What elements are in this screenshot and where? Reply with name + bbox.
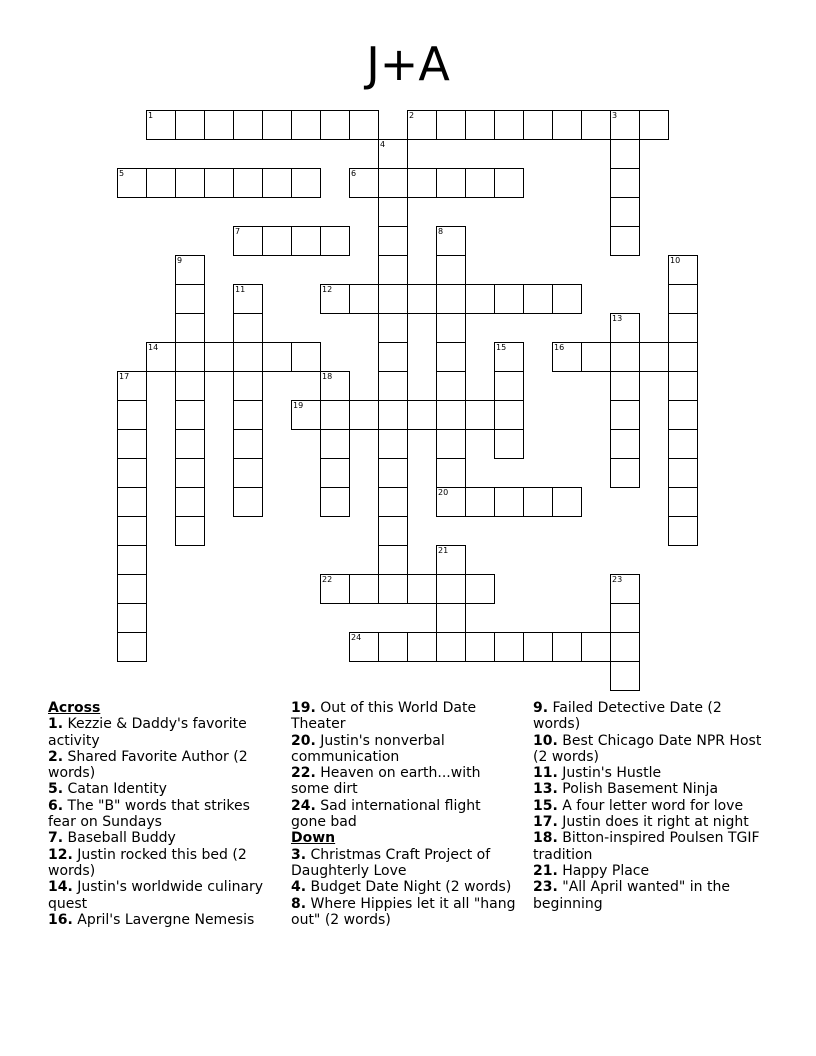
clue-number: 2. (48, 748, 64, 765)
grid-cell[interactable] (175, 284, 205, 314)
grid-cell[interactable] (233, 458, 263, 488)
clue-number: 21. (533, 862, 558, 879)
grid-cell[interactable] (175, 429, 205, 459)
across-clue (291, 733, 516, 766)
grid-cell[interactable] (117, 516, 147, 546)
grid-cell[interactable] (407, 284, 437, 314)
grid-cell[interactable] (436, 313, 466, 343)
grid-cell[interactable] (494, 429, 524, 459)
grid-cell[interactable] (436, 458, 466, 488)
down-clue (291, 896, 516, 929)
clues-column-2 (291, 700, 516, 928)
grid-cell[interactable] (233, 487, 263, 517)
grid-cell[interactable] (610, 603, 640, 633)
grid-cell[interactable] (523, 284, 553, 314)
grid-cell[interactable] (610, 313, 640, 343)
cell-number: 17 (119, 372, 130, 381)
grid-cell[interactable] (262, 226, 292, 256)
grid-cell[interactable] (465, 487, 495, 517)
grid-cell[interactable] (291, 110, 321, 140)
grid-cell[interactable] (320, 371, 350, 401)
grid-cell[interactable] (349, 284, 379, 314)
grid-cell[interactable] (668, 400, 698, 430)
clues-column-1 (48, 700, 280, 928)
cell-number: 12 (322, 285, 333, 294)
grid-cell[interactable] (436, 487, 466, 517)
down-clue (291, 879, 516, 895)
grid-cell[interactable] (117, 603, 147, 633)
across-clue (291, 765, 516, 798)
clue-number: 13. (533, 781, 558, 798)
grid-cell[interactable] (494, 284, 524, 314)
grid-cell[interactable] (378, 632, 408, 662)
down-clue (533, 879, 768, 912)
clue-number: 12. (48, 846, 73, 863)
grid-cell[interactable] (320, 226, 350, 256)
grid-cell[interactable] (320, 284, 350, 314)
grid-cell[interactable] (523, 487, 553, 517)
clue-text: Heaven on earth...with some dirt (291, 765, 481, 798)
clue-number: 24. (291, 797, 316, 814)
cell-number: 9 (177, 256, 183, 265)
grid-cell[interactable] (465, 168, 495, 198)
grid-cell[interactable] (175, 458, 205, 488)
across-clue (48, 912, 280, 928)
clue-text: Kezzie & Daddy's favorite activity (48, 716, 247, 749)
across-clue (48, 749, 280, 782)
cell-number: 3 (612, 111, 618, 120)
grid-cell[interactable] (581, 632, 611, 662)
clue-number: 5. (48, 781, 64, 798)
grid-cell[interactable] (668, 458, 698, 488)
grid-cell[interactable] (117, 458, 147, 488)
cell-number: 13 (612, 314, 623, 323)
grid-cell[interactable] (233, 284, 263, 314)
grid-cell[interactable] (436, 400, 466, 430)
clue-text: Catan Identity (63, 781, 167, 798)
cell-number: 16 (554, 343, 565, 352)
grid-cell[interactable] (378, 429, 408, 459)
clue-number: 7. (48, 830, 64, 847)
cell-number: 7 (235, 227, 241, 236)
clue-text: Justin's worldwide culinary quest (48, 879, 264, 912)
grid-cell[interactable] (117, 168, 147, 198)
clue-number: 9. (533, 700, 549, 716)
across-clue (48, 716, 280, 749)
grid-cell[interactable] (668, 429, 698, 459)
grid-cell[interactable] (175, 516, 205, 546)
clue-text: "All April wanted" in the beginning (533, 879, 730, 912)
grid-cell[interactable] (262, 342, 292, 372)
grid-cell[interactable] (320, 429, 350, 459)
grid-cell[interactable] (610, 342, 640, 372)
across-clue (291, 700, 516, 733)
grid-cell[interactable] (117, 429, 147, 459)
clue-number: 20. (291, 732, 316, 749)
grid-cell[interactable] (320, 487, 350, 517)
grid-cell[interactable] (494, 400, 524, 430)
grid-cell[interactable] (204, 168, 234, 198)
grid-cell[interactable] (349, 632, 379, 662)
grid-cell[interactable] (610, 197, 640, 227)
cell-number: 2 (409, 111, 415, 120)
grid-cell[interactable] (494, 168, 524, 198)
clue-number: 10. (533, 732, 558, 749)
grid-cell[interactable] (262, 110, 292, 140)
grid-cell[interactable] (610, 168, 640, 198)
grid-cell[interactable] (117, 545, 147, 575)
grid-cell[interactable] (175, 342, 205, 372)
down-clue (533, 700, 768, 733)
clue-number: 8. (291, 895, 307, 912)
clue-text: Justin's Hustle (557, 765, 662, 782)
grid-cell[interactable] (233, 313, 263, 343)
clue-text: Where Hippies let it all "hang out" (2 words) (291, 895, 516, 928)
grid-cell[interactable] (378, 255, 408, 285)
grid-cell[interactable] (610, 139, 640, 169)
down-clue (533, 830, 768, 863)
cell-number: 23 (612, 575, 623, 584)
grid-cell[interactable] (494, 487, 524, 517)
grid-cell[interactable] (494, 632, 524, 662)
grid-cell[interactable] (175, 487, 205, 517)
grid-cell[interactable] (175, 400, 205, 430)
down-clue (533, 733, 768, 766)
grid-cell[interactable] (233, 342, 263, 372)
clues-column-3 (533, 700, 768, 912)
grid-cell[interactable] (668, 313, 698, 343)
grid-cell[interactable] (465, 400, 495, 430)
clue-text: Failed Detective Date (2 words) (533, 700, 722, 733)
grid-cell[interactable] (436, 342, 466, 372)
grid-cell[interactable] (378, 313, 408, 343)
clue-number: 23. (533, 879, 558, 896)
grid-cell[interactable] (233, 168, 263, 198)
grid-cell[interactable] (320, 458, 350, 488)
grid-cell[interactable] (436, 255, 466, 285)
grid-cell[interactable] (204, 110, 234, 140)
grid-cell[interactable] (378, 545, 408, 575)
clue-number: 15. (533, 797, 558, 814)
grid-cell[interactable] (581, 110, 611, 140)
grid-cell[interactable] (581, 342, 611, 372)
down-clue (533, 863, 768, 879)
grid-cell[interactable] (146, 110, 176, 140)
grid-cell[interactable] (407, 632, 437, 662)
grid-cell[interactable] (320, 110, 350, 140)
cell-number: 14 (148, 343, 159, 352)
clue-text: Budget Date Night (2 words) (306, 879, 512, 896)
grid-cell[interactable] (436, 110, 466, 140)
cell-number: 22 (322, 575, 333, 584)
grid-cell[interactable] (436, 226, 466, 256)
grid-cell[interactable] (668, 284, 698, 314)
grid-cell[interactable] (465, 110, 495, 140)
grid-cell[interactable] (117, 487, 147, 517)
cell-number: 21 (438, 546, 449, 555)
clue-number: 18. (533, 830, 558, 847)
grid-cell[interactable] (349, 400, 379, 430)
clue-number: 17. (533, 814, 558, 831)
grid-cell[interactable] (378, 487, 408, 517)
clue-number: 22. (291, 765, 316, 782)
grid-cell[interactable] (117, 371, 147, 401)
grid-cell[interactable] (175, 255, 205, 285)
grid-cell[interactable] (523, 632, 553, 662)
grid-cell[interactable] (465, 574, 495, 604)
grid-cell[interactable] (639, 110, 669, 140)
grid-cell[interactable] (378, 139, 408, 169)
grid-cell[interactable] (552, 487, 582, 517)
grid-cell[interactable] (407, 168, 437, 198)
grid-cell[interactable] (233, 226, 263, 256)
clue-text: Shared Favorite Author (2 words) (48, 748, 248, 782)
cell-number: 4 (380, 140, 386, 149)
grid-cell[interactable] (610, 632, 640, 662)
grid-cell[interactable] (349, 168, 379, 198)
grid-cell[interactable] (146, 342, 176, 372)
grid-cell[interactable] (668, 371, 698, 401)
grid-cell[interactable] (494, 110, 524, 140)
grid-cell[interactable] (378, 400, 408, 430)
across-clue (48, 798, 280, 831)
grid-cell[interactable] (639, 342, 669, 372)
cell-number: 8 (438, 227, 444, 236)
grid-cell[interactable] (204, 342, 234, 372)
clue-text: Out of this World Date Theater (291, 700, 477, 733)
down-clue (533, 798, 768, 814)
grid-cell[interactable] (175, 313, 205, 343)
grid-cell[interactable] (436, 632, 466, 662)
grid-cell[interactable] (407, 574, 437, 604)
puzzle-title: J+A (366, 37, 450, 91)
grid-cell[interactable] (378, 342, 408, 372)
grid-cell[interactable] (175, 371, 205, 401)
grid-cell[interactable] (436, 284, 466, 314)
across-clue (48, 781, 280, 797)
clue-number: 16. (48, 911, 73, 928)
grid-cell[interactable] (668, 342, 698, 372)
across-heading: Across (48, 700, 101, 716)
clue-number: 6. (48, 797, 64, 814)
across-clue (48, 847, 280, 880)
grid-cell[interactable] (146, 168, 176, 198)
clue-text: Bitton-inspired Poulsen TGIF tradition (533, 830, 760, 863)
cell-number: 24 (351, 633, 362, 642)
grid-cell[interactable] (291, 400, 321, 430)
grid-cell[interactable] (378, 226, 408, 256)
clue-number: 19. (291, 700, 316, 716)
clue-text: Justin rocked this bed (2 words) (48, 846, 247, 879)
grid-cell[interactable] (436, 603, 466, 633)
clue-number: 1. (48, 716, 64, 733)
grid-cell[interactable] (233, 110, 263, 140)
grid-cell[interactable] (291, 226, 321, 256)
grid-cell[interactable] (378, 284, 408, 314)
grid-cell[interactable] (610, 574, 640, 604)
clue-text: The "B" words that strikes fear on Sundays (48, 797, 250, 831)
grid-cell[interactable] (610, 429, 640, 459)
clue-text: Best Chicago Date NPR Host (2 words) (533, 732, 762, 765)
grid-cell[interactable] (378, 574, 408, 604)
clue-number: 11. (533, 765, 558, 782)
grid-cell[interactable] (117, 632, 147, 662)
grid-cell[interactable] (610, 400, 640, 430)
clue-text: April's Lavergne Nemesis (72, 911, 255, 928)
grid-cell[interactable] (291, 342, 321, 372)
clue-text: Justin's nonverbal communication (291, 732, 445, 765)
clue-text: Justin does it right at night (557, 814, 749, 831)
across-clue (48, 830, 280, 846)
grid-cell[interactable] (233, 371, 263, 401)
cell-number: 10 (670, 256, 681, 265)
grid-cell[interactable] (523, 110, 553, 140)
down-clue (533, 814, 768, 830)
grid-cell[interactable] (465, 632, 495, 662)
cell-number: 11 (235, 285, 246, 294)
grid-cell[interactable] (291, 168, 321, 198)
grid-cell[interactable] (436, 429, 466, 459)
grid-cell[interactable] (175, 110, 205, 140)
grid-cell[interactable] (436, 371, 466, 401)
grid-cell[interactable] (552, 342, 582, 372)
grid-cell[interactable] (552, 284, 582, 314)
cell-number: 19 (293, 401, 304, 410)
grid-cell[interactable] (668, 487, 698, 517)
down-clue (291, 847, 516, 880)
grid-cell[interactable] (552, 632, 582, 662)
clue-text: Happy Place (557, 862, 650, 879)
grid-cell[interactable] (407, 110, 437, 140)
clue-text: A four letter word for love (557, 797, 744, 814)
clue-number: 14. (48, 879, 73, 896)
grid-cell[interactable] (117, 574, 147, 604)
cell-number: 20 (438, 488, 449, 497)
grid-cell[interactable] (320, 574, 350, 604)
grid-cell[interactable] (668, 255, 698, 285)
grid-cell[interactable] (378, 516, 408, 546)
down-clue (533, 781, 768, 797)
grid-cell[interactable] (610, 226, 640, 256)
cell-number: 5 (119, 169, 125, 178)
grid-cell[interactable] (378, 371, 408, 401)
grid-cell[interactable] (494, 342, 524, 372)
grid-cell[interactable] (175, 168, 205, 198)
clue-text: Christmas Craft Project of Daughterly Love (291, 846, 491, 879)
grid-cell[interactable] (436, 574, 466, 604)
grid-cell[interactable] (610, 458, 640, 488)
clue-text: Polish Basement Ninja (557, 781, 719, 798)
grid-cell[interactable] (320, 400, 350, 430)
grid-cell[interactable] (465, 284, 495, 314)
cell-number: 18 (322, 372, 333, 381)
cell-number: 6 (351, 169, 357, 178)
clue-number: 3. (291, 846, 307, 863)
grid-cell[interactable] (233, 429, 263, 459)
grid-cell[interactable] (610, 110, 640, 140)
grid-cell[interactable] (494, 371, 524, 401)
grid-cell[interactable] (436, 545, 466, 575)
down-clue (533, 765, 768, 781)
grid-cell[interactable] (552, 110, 582, 140)
grid-cell[interactable] (610, 661, 640, 691)
across-clue (291, 798, 516, 831)
down-heading: Down (291, 830, 336, 847)
grid-cell[interactable] (378, 197, 408, 227)
clue-text: Sad international flight gone bad (291, 797, 481, 831)
across-clue (48, 879, 280, 912)
cell-number: 1 (148, 111, 154, 120)
grid-cell[interactable] (349, 574, 379, 604)
grid-cell[interactable] (117, 400, 147, 430)
grid-cell[interactable] (668, 516, 698, 546)
grid-cell[interactable] (378, 168, 408, 198)
grid-cell[interactable] (262, 168, 292, 198)
grid-cell[interactable] (233, 400, 263, 430)
clue-number: 4. (291, 879, 307, 896)
grid-cell[interactable] (349, 110, 379, 140)
grid-cell[interactable] (436, 168, 466, 198)
grid-cell[interactable] (378, 458, 408, 488)
clue-text: Baseball Buddy (63, 830, 176, 847)
grid-cell[interactable] (407, 400, 437, 430)
grid-cell[interactable] (610, 371, 640, 401)
cell-number: 15 (496, 343, 507, 352)
